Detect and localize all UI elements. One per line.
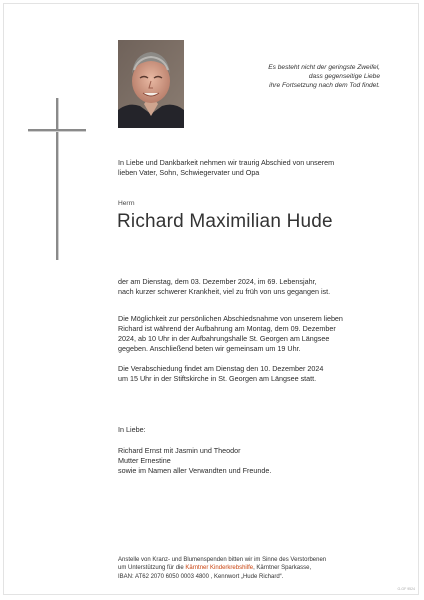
family-list [118,446,271,476]
donation-note [118,556,326,581]
cross-horizontal-beam [28,129,86,131]
family-line: Mutter Ernestine [118,456,171,465]
farewell-line: Die Möglichkeit zur persönlichen Abschiedsnahme von unserem lieben [118,314,343,323]
death-line: nach kurzer schwerer Krankheit, viel zu früh von uns gegangen ist. [118,287,331,296]
ceremony-line: um 15 Uhr in der Stiftskirche in St. Georgen am Längsee statt. [118,374,317,383]
farewell-line: 2024, ab 10 Uhr in der Aufbahrungshalle St. Georgen am Längsee [118,334,330,343]
quote-line: dass gegenseitige Liebe [308,73,380,80]
charity-name: Kärntner Kinderkrebshilfe [185,565,254,572]
deceased-name: Richard Maximilian Hude [117,211,333,232]
death-line: der am Dienstag, dem 03. Dezember 2024, im 69. Lebensjahr, [118,277,317,286]
donation-line [118,564,326,572]
farewell-paragraph [118,314,343,354]
farewell-line: gegeben. Anschließend beten wir gemeinsam um 19 Uhr. [118,344,301,353]
quote-line: Es besteht nicht der geringste Zweifel, [268,64,380,71]
intro-line: lieben Vater, Sohn, Schwiegervater und Opa [118,168,260,177]
donation-line: Anstelle von Kranz- und Blumenspenden bitten wir im Sinne des Verstorbenen [118,557,327,563]
ceremony-paragraph [118,364,323,384]
salutation: Herrn [118,200,135,207]
donation-line: IBAN: AT62 2070 6050 0003 4800 , Kennwort „Hude Richard“. [118,573,284,580]
intro-line: In Liebe und Dankbarkeit nehmen wir traurig Abschied von unserem [118,158,335,167]
memorial-quote [210,63,380,90]
print-code: G-GF 9524 [397,587,415,591]
portrait-image [118,40,184,128]
in-liebe-label: In Liebe: [118,425,146,434]
donation-text: , Kärntner Sparkasse, [253,565,312,572]
intro-text [118,158,334,178]
quote-line: ihre Fortsetzung nach dem Tod findet. [269,82,380,89]
farewell-line: Richard ist während der Aufbahrung am Montag, dem 09. Dezember [118,324,336,333]
portrait-photo [118,40,184,128]
family-line: sowie im Namen aller Verwandten und Freunde. [118,466,272,475]
death-notice [118,277,330,297]
donation-text: um Unterstützung für die [118,565,186,572]
family-line: Richard Ernst mit Jasmin und Theodor [118,446,241,455]
cross-vertical-beam [56,98,58,260]
ceremony-line: Die Verabschiedung findet am Dienstag den 10. Dezember 2024 [118,364,324,373]
page-border [3,3,419,595]
